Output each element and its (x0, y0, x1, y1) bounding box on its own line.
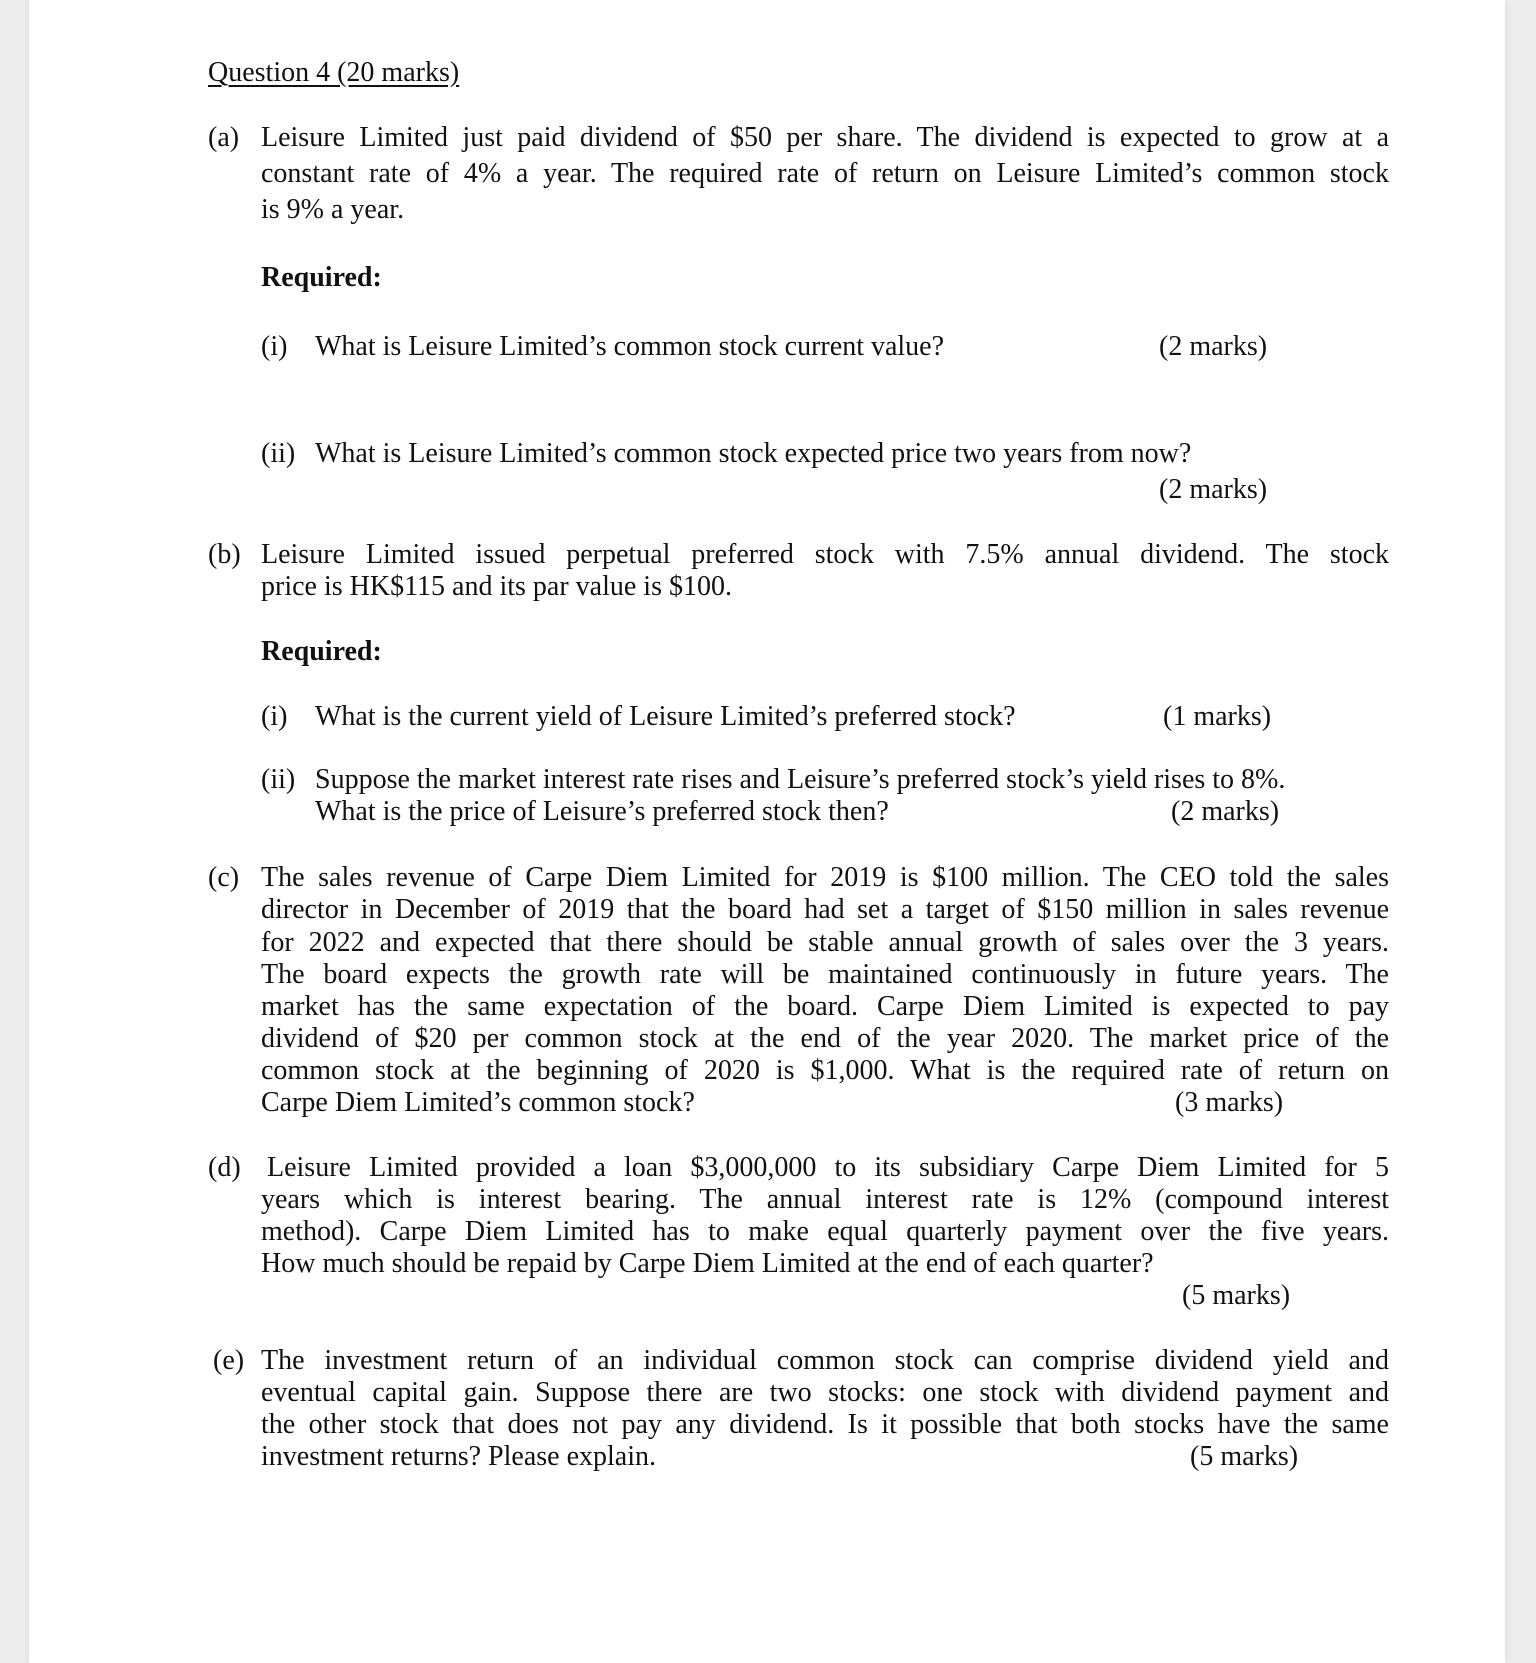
part-b-ii-line-2: What is the price of Leisure’s preferred stock then? (315, 796, 889, 827)
part-e-line-4: investment returns? Please explain. (261, 1441, 656, 1472)
part-a-ii-label: (ii) (261, 438, 296, 469)
part-c-line-6: dividend of $20 per common stock at the end of the year 2020. The market price of the (261, 1023, 1389, 1054)
part-b-ii-marks: (2 marks) (1171, 796, 1280, 827)
part-b-i-text: What is the current yield of Leisure Limited’s preferred stock? (315, 701, 1016, 732)
part-d-line-3: method). Carpe Diem Limited has to make equal quarterly payment over the five years. (261, 1216, 1389, 1247)
part-e-label: (e) (213, 1345, 245, 1376)
part-b-required: Required: (261, 636, 382, 667)
part-a-line-1: Leisure Limited just paid dividend of $50 per share. The dividend is expected to grow at a (261, 122, 1389, 153)
part-a-ii-text: What is Leisure Limited’s common stock expected price two years from now? (315, 438, 1192, 469)
part-a-label: (a) (208, 122, 240, 153)
part-c-line-2: director in December of 2019 that the board had set a target of $150 million in sales revenue (261, 894, 1389, 925)
part-c-line-1: The sales revenue of Carpe Diem Limited for 2019 is $100 million. The CEO told the sales (261, 862, 1389, 893)
part-c-line-7: common stock at the beginning of 2020 is $1,000. What is the required rate of return on (261, 1055, 1389, 1086)
part-d-line-2: years which is interest bearing. The annual interest rate is 12% (compound interest (261, 1184, 1389, 1215)
question-title: Question 4 (20 marks) (208, 57, 460, 88)
part-b-i-marks: (1 marks) (1163, 701, 1272, 732)
part-a-line-2: constant rate of 4% a year. The required rate of return on Leisure Limited’s common stock (261, 158, 1389, 189)
part-c-line-4: The board expects the growth rate will be maintained continuously in future years. The (261, 959, 1389, 990)
part-b-ii-line-1: Suppose the market interest rate rises and Leisure’s preferred stock’s yield rises to 8%. (315, 764, 1286, 795)
part-b-line-2: price is HK$115 and its par value is $100. (261, 571, 732, 602)
part-a-i-text: What is Leisure Limited’s common stock current value? (315, 331, 945, 362)
part-b-line-1: Leisure Limited issued perpetual preferred stock with 7.5% annual dividend. The stock (261, 539, 1389, 570)
part-a-i-marks: (2 marks) (1159, 331, 1268, 362)
part-e-line-2: eventual capital gain. Suppose there are two stocks: one stock with dividend payment and (261, 1377, 1389, 1408)
part-b-i-label: (i) (261, 701, 288, 732)
part-a-i-label: (i) (261, 331, 288, 362)
part-b-label: (b) (208, 539, 241, 570)
part-c-line-8: Carpe Diem Limited’s common stock? (261, 1087, 695, 1118)
part-a-ii-marks: (2 marks) (1159, 474, 1268, 505)
part-c-line-5: market has the same expectation of the board. Carpe Diem Limited is expected to pay (261, 991, 1389, 1022)
part-b-ii-label: (ii) (261, 764, 296, 795)
part-e-line-3: the other stock that does not pay any dividend. Is it possible that both stocks have the same (261, 1409, 1389, 1440)
part-e-line-1: The investment return of an individual common stock can comprise dividend yield and (261, 1345, 1389, 1376)
part-c-marks: (3 marks) (1175, 1087, 1284, 1118)
part-a-required: Required: (261, 262, 382, 293)
part-d-line-4: How much should be repaid by Carpe Diem Limited at the end of each quarter? (261, 1248, 1154, 1279)
part-d-marks: (5 marks) (1182, 1280, 1291, 1311)
part-c-line-3: for 2022 and expected that there should be stable annual growth of sales over the 3 years. (261, 927, 1389, 958)
part-d-line-1: Leisure Limited provided a loan $3,000,000 to its subsidiary Carpe Diem Limited for 5 (267, 1152, 1389, 1183)
part-e-marks: (5 marks) (1190, 1441, 1299, 1472)
part-c-label: (c) (208, 862, 240, 893)
document-page (29, 0, 1505, 1663)
part-d-label: (d) (208, 1152, 241, 1183)
part-a-line-3: is 9% a year. (261, 194, 405, 225)
